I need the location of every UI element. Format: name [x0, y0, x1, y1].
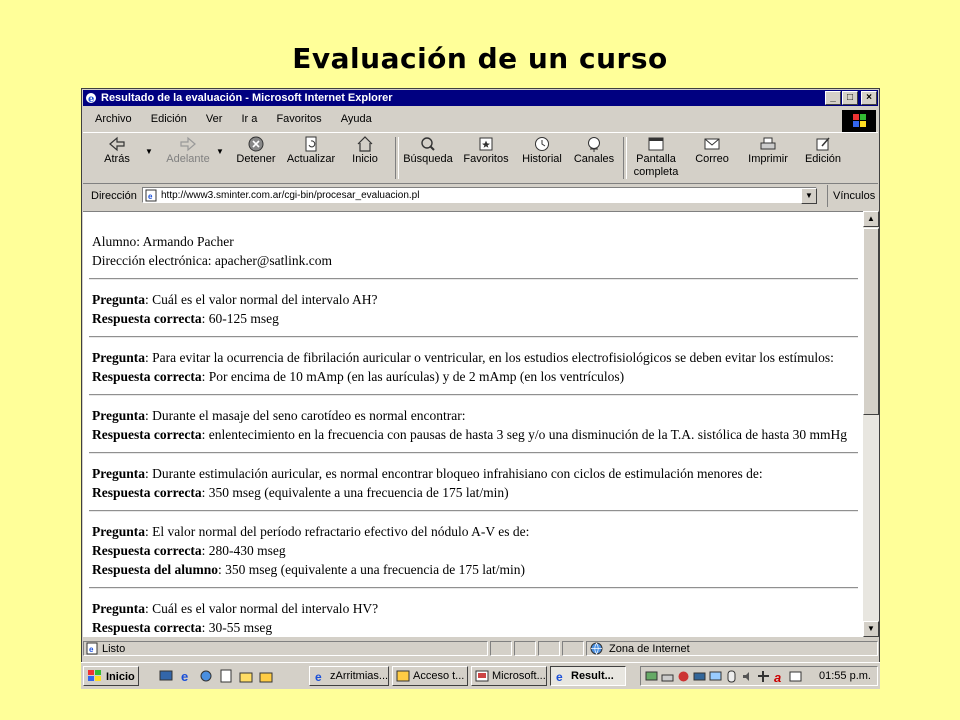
search-button[interactable]: Búsqueda [401, 135, 455, 165]
answer-item: Respuesta correcta: enlentecimiento en la frecuencia con pausas de hasta 3 seg y/o una disminución de la T.A. sistólica de hasta 30 mmHg [92, 427, 848, 442]
standard-toolbar [83, 132, 878, 184]
taskbar-item-arritmias[interactable]: e zArritmias... [309, 666, 389, 686]
taskbar-item-acceso[interactable]: Acceso t... [392, 666, 468, 686]
address-bar [83, 185, 878, 207]
divider [89, 452, 858, 454]
status-panel [562, 641, 584, 656]
question-item: Pregunta: Durante estimulación auricular, es normal encontrar bloqueo infrahisiano con ciclos de estimulación menores de: [92, 466, 763, 481]
svg-text:e: e [315, 670, 322, 683]
outlook-icon[interactable] [199, 669, 213, 683]
notepad-icon[interactable] [219, 669, 233, 683]
home-icon [355, 135, 375, 153]
ie-quicklaunch-icon[interactable] [179, 669, 193, 683]
desktop-icon[interactable] [159, 669, 173, 683]
zone-text: Zona de Internet [609, 643, 690, 655]
divider [89, 510, 858, 512]
ie-icon [313, 669, 327, 683]
status-text: Listo [102, 643, 126, 655]
svg-text:e: e [89, 645, 94, 654]
window-title: Resultado de la evaluación - Microsoft Internet Explorer [101, 92, 393, 104]
stop-button[interactable]: Detener [233, 135, 279, 165]
status-bar [83, 640, 878, 658]
forward-arrow-icon [178, 135, 198, 153]
globe-icon [590, 642, 603, 655]
page-content [83, 211, 863, 637]
answer-item: Respuesta correcta: 30-55 mseg [92, 620, 273, 635]
history-icon [532, 135, 552, 153]
student-answer-item: Respuesta del alumno: 350 mseg (equivalente a una frecuencia de 175 lat/min) [92, 562, 526, 577]
close-button[interactable]: × [861, 91, 877, 105]
address-url: http://www3.sminter.com.ar/cgi-bin/procesar_evaluacion.pl [161, 190, 420, 201]
divider [89, 278, 858, 280]
evaluation-document [92, 232, 855, 637]
question-item: Pregunta: El valor normal del período refractario efectivo del nódulo A-V es de: [92, 524, 530, 539]
toolbar-separator [395, 137, 399, 179]
scroll-down-icon[interactable]: ▼ [863, 621, 879, 637]
svg-text:e: e [181, 669, 189, 683]
status-panel [538, 641, 560, 656]
windows-taskbar [81, 662, 880, 689]
mail-icon [702, 135, 722, 153]
address-label: Dirección [91, 190, 137, 202]
search-icon [418, 135, 438, 153]
vertical-scrollbar[interactable] [863, 211, 879, 637]
taskbar-item-microsoft[interactable]: Microsoft... [471, 666, 547, 686]
fullscreen-icon [646, 135, 666, 153]
zone-panel [586, 641, 878, 656]
menu-bar [83, 109, 878, 129]
windows-logo [842, 110, 876, 132]
fullscreen-button[interactable]: Pantalla completa [631, 135, 681, 179]
sound-icon[interactable] [757, 670, 770, 683]
divider [89, 394, 858, 396]
mouse-icon[interactable] [725, 670, 738, 683]
question-item: Pregunta: Cuál es el valor normal del intervalo AH? [92, 292, 378, 307]
ie-icon [85, 92, 97, 104]
antivirus-icon[interactable] [677, 670, 690, 683]
menu-ver[interactable]: Ver [205, 113, 223, 125]
status-panel [490, 641, 512, 656]
back-arrow-icon [107, 135, 127, 153]
question-item: Pregunta: Durante el masaje del seno carotídeo es normal encontrar: [92, 408, 466, 423]
forward-button[interactable]: Adelante [163, 135, 213, 165]
minimize-button[interactable]: _ [825, 91, 841, 105]
taskbar-item-resultado[interactable]: e Result... [550, 666, 626, 686]
network-icon[interactable] [645, 670, 658, 683]
favorites-icon [476, 135, 496, 153]
adobe-icon[interactable] [773, 670, 786, 683]
home-button[interactable]: Inicio [345, 135, 385, 165]
refresh-icon [301, 135, 321, 153]
display-icon[interactable] [709, 670, 722, 683]
status-panel [514, 641, 536, 656]
divider [89, 336, 858, 338]
toolbar-separator [623, 137, 627, 179]
scheduler-icon[interactable] [789, 670, 802, 683]
svg-text:e: e [148, 192, 153, 201]
history-button[interactable]: Historial [517, 135, 567, 165]
edit-button[interactable]: Edición [801, 135, 845, 165]
status-panel [83, 641, 488, 656]
powerpoint-icon [475, 669, 489, 683]
back-dropdown-icon[interactable]: ▼ [145, 147, 153, 156]
print-icon [758, 135, 778, 153]
printer-tray-icon[interactable] [661, 670, 674, 683]
slide-title: Evaluación de un curso [292, 42, 668, 75]
menu-edicion[interactable]: Edición [150, 113, 187, 125]
maximize-button[interactable]: □ [842, 91, 858, 105]
ie-icon [554, 669, 568, 683]
student-email: Dirección electrónica: apacher@satlink.com [92, 253, 332, 268]
channels-button[interactable]: Canales [571, 135, 617, 165]
page-icon [145, 189, 158, 202]
folder-icon[interactable] [259, 669, 273, 683]
print-button[interactable]: Imprimir [745, 135, 791, 165]
back-button[interactable]: Atrás [97, 135, 137, 165]
student-name: Alumno: Armando Pacher [92, 234, 234, 249]
refresh-button[interactable]: Actualizar [285, 135, 337, 165]
svg-text:e: e [556, 670, 563, 683]
svg-text:a: a [774, 670, 782, 683]
modem-icon[interactable] [693, 670, 706, 683]
forward-dropdown-icon[interactable]: ▼ [216, 147, 224, 156]
question-item: Pregunta: Para evitar la ocurrencia de fibrilación auricular o ventricular, en los estudios electrofisiológicos se deben evitar los estímulos: [92, 350, 834, 365]
divider [89, 587, 858, 589]
question-item: Pregunta: Cuál es el valor normal del intervalo HV? [92, 601, 379, 616]
favorites-button[interactable]: Favoritos [459, 135, 513, 165]
address-input[interactable] [142, 187, 817, 203]
answer-item: Respuesta correcta: 60-125 mseg [92, 311, 279, 326]
mail-button[interactable]: Correo [691, 135, 733, 165]
channels-icon [584, 135, 604, 153]
answer-item: Respuesta correcta: 280-430 mseg [92, 543, 286, 558]
address-dropdown-icon[interactable]: ▼ [801, 188, 817, 204]
page-done-icon [86, 642, 99, 655]
answer-item: Respuesta correcta: Por encima de 10 mAmp (en las aurículas) y de 2 mAmp (en los ventrículos) [92, 369, 625, 384]
links-label[interactable]: Vínculos [827, 185, 875, 207]
menu-ayuda[interactable]: Ayuda [340, 113, 372, 125]
answer-item: Respuesta correcta: 350 mseg (equivalente a una frecuencia de 175 lat/min) [92, 485, 509, 500]
access-icon [396, 669, 410, 683]
windows-flag-icon [88, 670, 102, 682]
menu-archivo[interactable]: Archivo [95, 113, 132, 125]
volume-icon[interactable] [741, 670, 754, 683]
menu-favoritos[interactable]: Favoritos [276, 113, 322, 125]
scroll-up-icon[interactable]: ▲ [863, 211, 879, 227]
svg-text:e: e [88, 94, 95, 104]
explorer-icon[interactable] [239, 669, 253, 683]
edit-icon [813, 135, 833, 153]
stop-icon [246, 135, 266, 153]
taskbar-clock: 01:55 p.m. [819, 670, 871, 682]
system-tray [640, 666, 878, 686]
scroll-thumb[interactable] [863, 228, 879, 415]
window-titlebar[interactable] [83, 90, 878, 106]
menu-ir-a[interactable]: Ir a [241, 113, 258, 125]
browser-window [81, 88, 880, 688]
start-button[interactable]: Inicio [83, 666, 139, 686]
